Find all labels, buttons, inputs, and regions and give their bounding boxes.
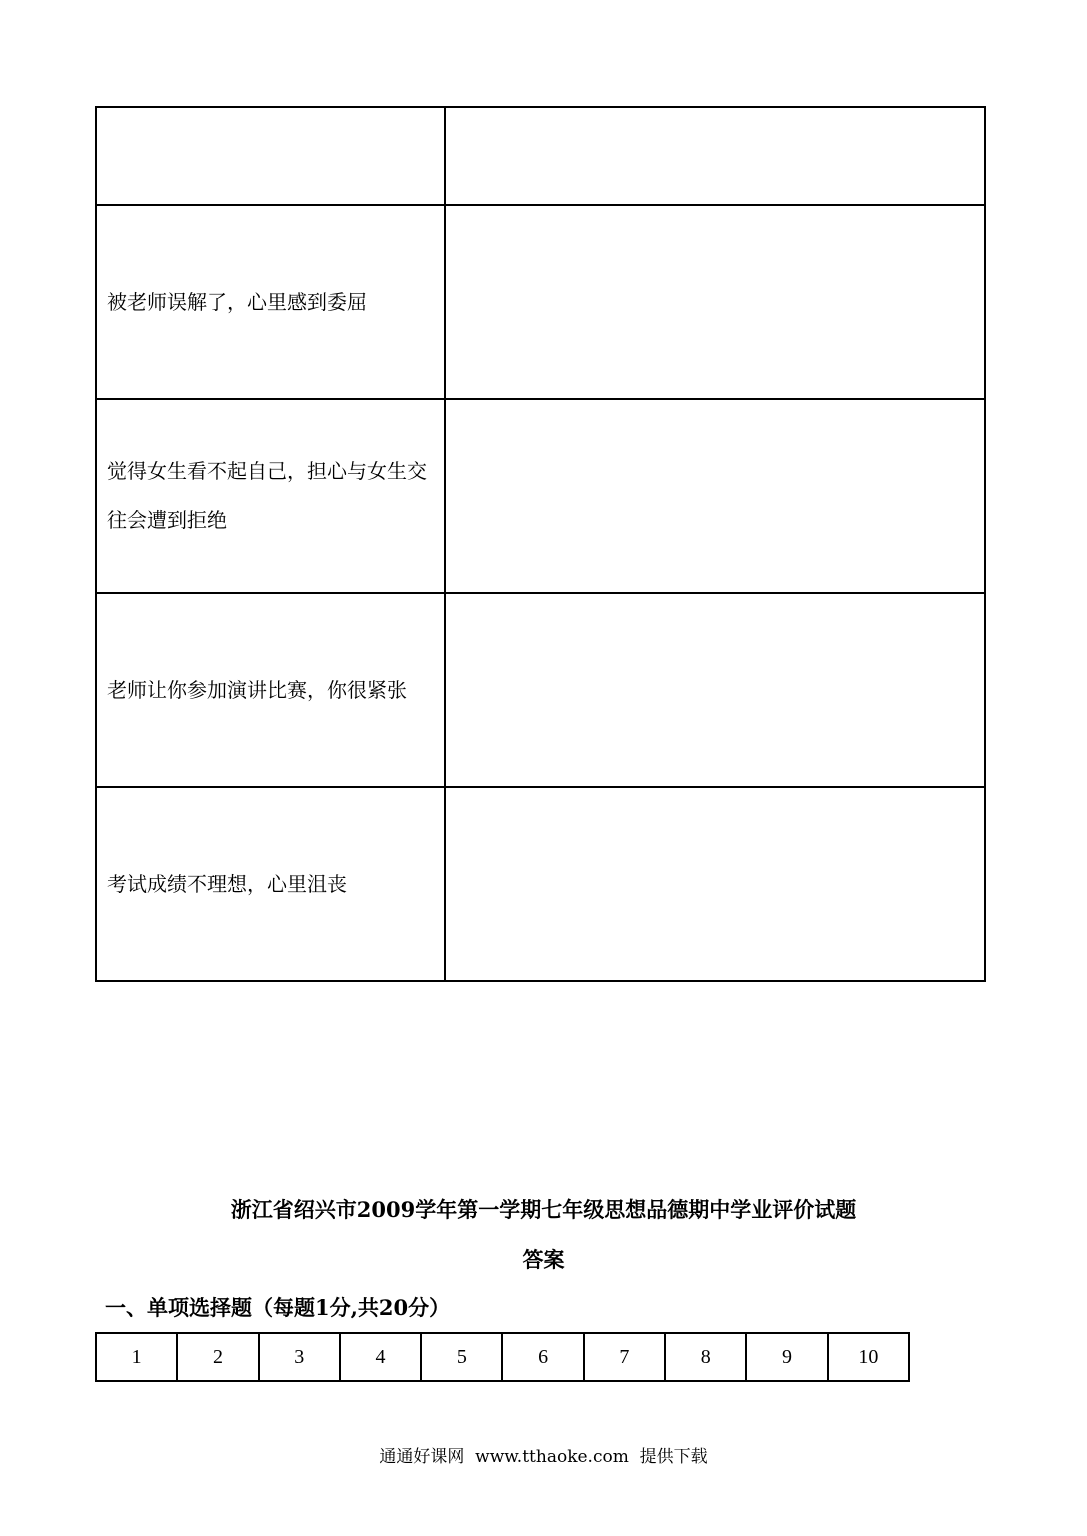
scenario-cell: 觉得女生看不起自己，担心与女生交往会遭到拒绝 (96, 399, 445, 593)
response-cell (445, 593, 985, 787)
answer-heading: 答案 (522, 1247, 565, 1272)
question-number-cell: 8 (665, 1333, 746, 1381)
scenario-cell: 老师让你参加演讲比赛，你很紧张 (96, 593, 445, 787)
table-row (96, 107, 985, 205)
response-cell (445, 107, 985, 205)
answer-table (95, 1332, 910, 1382)
response-cell (445, 787, 985, 981)
scenario-cell: 被老师误解了，心里感到委屈 (96, 205, 445, 399)
question-number-cell: 6 (502, 1333, 583, 1381)
scenario-cell: 考试成绩不理想，心里沮丧 (96, 787, 445, 981)
question-number-cell: 3 (259, 1333, 340, 1381)
document-title: 浙江省绍兴市2009学年第一学期七年级思想品德期中学业评价试题 (230, 1197, 857, 1222)
scenario-cell (96, 107, 445, 205)
table-row (96, 593, 985, 787)
section-heading: 一、单项选择题（每题1分,共20分） (105, 1295, 451, 1320)
question-number-cell: 1 (96, 1333, 177, 1381)
question-number-cell: 4 (340, 1333, 421, 1381)
page-footer: 通通好课网 www.tthaoke.com 提供下载 (379, 1447, 708, 1467)
table-row (96, 399, 985, 593)
table-row (96, 205, 985, 399)
question-number-cell: 9 (746, 1333, 827, 1381)
scenario-table (95, 106, 986, 982)
response-cell (445, 205, 985, 399)
question-number-cell: 2 (177, 1333, 258, 1381)
table-row (96, 787, 985, 981)
response-cell (445, 399, 985, 593)
question-number-cell: 7 (584, 1333, 665, 1381)
question-number-cell: 10 (828, 1333, 909, 1381)
question-number-row (96, 1333, 909, 1381)
question-number-cell: 5 (421, 1333, 502, 1381)
